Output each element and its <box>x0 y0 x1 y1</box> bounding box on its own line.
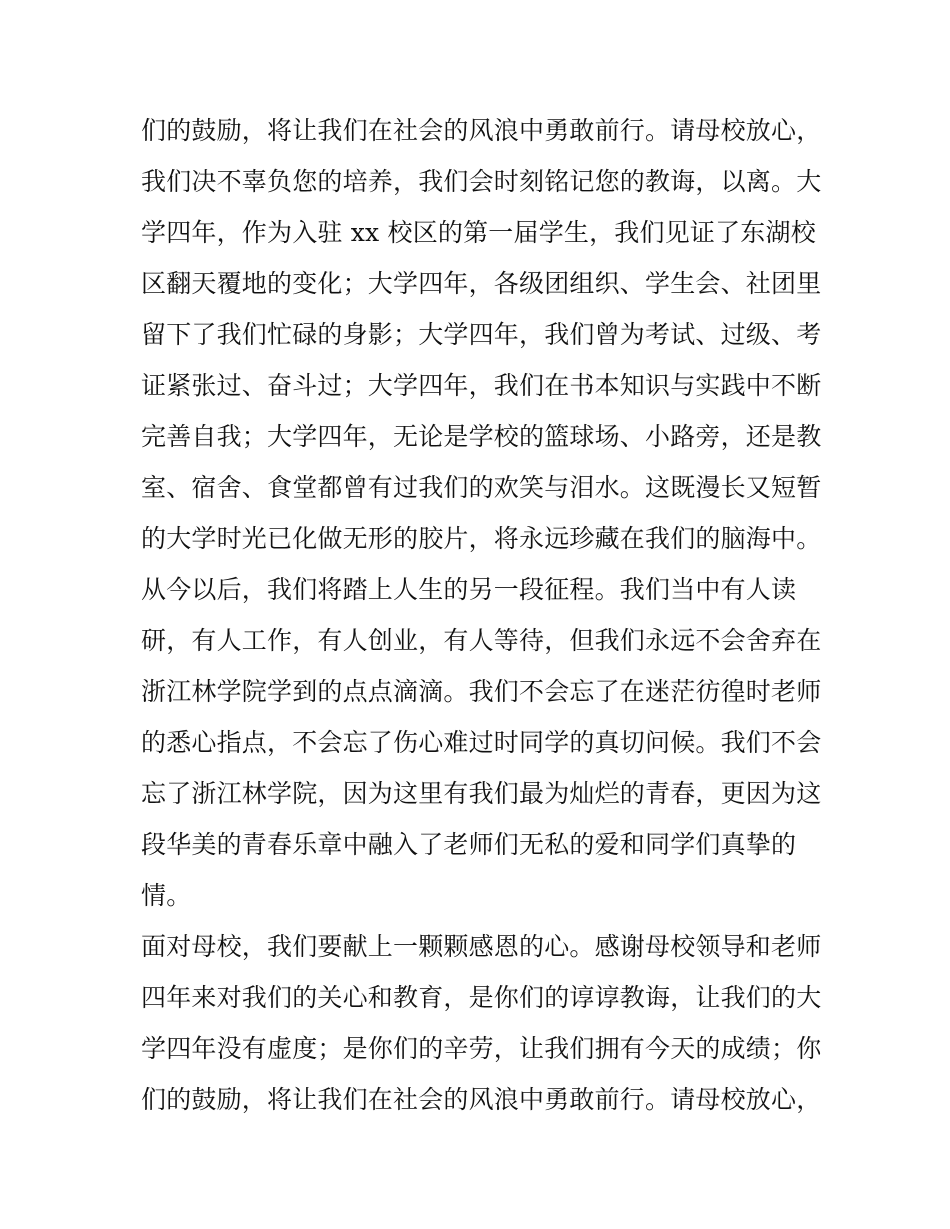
document-body <box>141 105 821 1125</box>
text-line: 从今以后，我们将踏上人生的另一段征程。我们当中有人读 <box>141 575 797 604</box>
text-line: 们的鼓励，将让我们在社会的风浪中勇敢前行。请母校放心， <box>141 116 822 145</box>
text-line: 们的鼓励，将让我们在社会的风浪中勇敢前行。请母校放心， <box>141 1085 822 1114</box>
text-line: 段华美的青春乐章中融入了老师们无私的爱和同学们真挚的 <box>141 830 797 859</box>
text-line: 面对母校，我们要献上一颗颗感恩的心。感谢母校领导和老师 <box>141 932 822 961</box>
text-line: 的大学时光已化做无形的胶片，将永远珍藏在我们的脑海中。 <box>141 524 822 553</box>
text-line: 的悉心指点，不会忘了伤心难过时同学的真切问候。我们不会 <box>141 728 822 757</box>
text-line: 我们决不辜负您的培养，我们会时刻铭记您的教诲，以离。大 <box>141 167 822 196</box>
text-line: 完善自我；大学四年，无论是学校的篮球场、小路旁，还是教 <box>141 422 822 451</box>
text-line: 区翻天覆地的变化；大学四年，各级团组织、学生会、社团里 <box>141 269 822 298</box>
text-line: 四年来对我们的关心和教育，是你们的谆谆教诲，让我们的大 <box>141 983 822 1012</box>
text-line: 浙江林学院学到的点点滴滴。我们不会忘了在迷茫彷徨时老师 <box>141 677 822 706</box>
text-line: 学四年，作为入驻 xx 校区的第一届学生，我们见证了东湖校 <box>141 218 816 247</box>
text-line: 留下了我们忙碌的身影；大学四年，我们曾为考试、过级、考 <box>141 320 822 349</box>
text-line: 室、宿舍、食堂都曾有过我们的欢笑与泪水。这既漫长又短暂 <box>141 473 822 502</box>
text-line: 证紧张过、奋斗过；大学四年，我们在书本知识与实践中不断 <box>141 371 822 400</box>
text-line: 情。 <box>141 881 192 910</box>
text-line: 学四年没有虚度；是你们的辛劳，让我们拥有今天的成绩；你 <box>141 1034 822 1063</box>
text-line: 忘了浙江林学院，因为这里有我们最为灿烂的青春，更因为这 <box>141 779 822 808</box>
text-line: 研，有人工作，有人创业，有人等待，但我们永远不会舍弃在 <box>141 626 822 655</box>
